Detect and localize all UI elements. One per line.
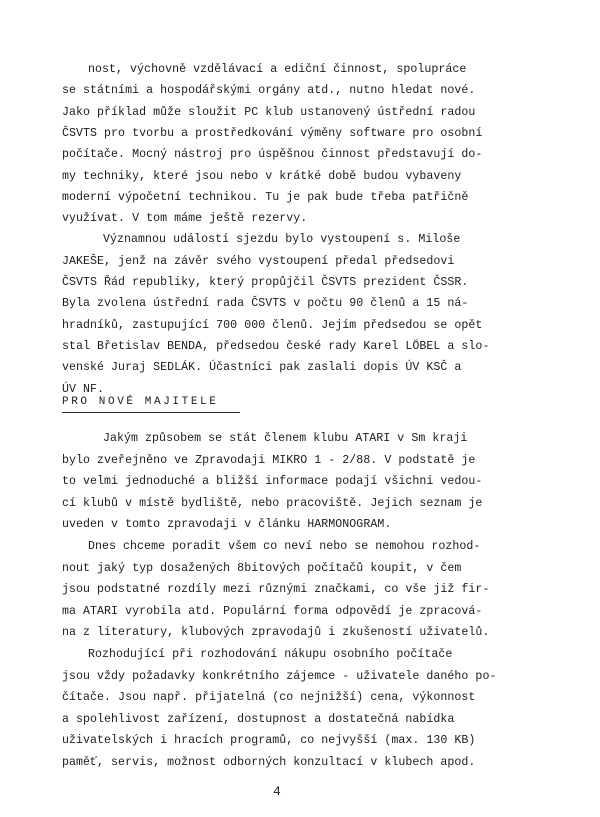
text-line: nost, výchovně vzdělávací a ediční činnost, spolupráce	[88, 63, 467, 76]
text-line: využívat. V tom máme ještě rezervy.	[62, 212, 308, 225]
text-line: stal Břetislav BENDA, předsedou české rady Karel LÖBEL a slo-	[62, 340, 490, 353]
text-line: počítače. Mocný nástroj pro úspěšnou činnost představují do-	[62, 148, 483, 161]
text-line: Významnou událostí sjezdu bylo vystoupení s. Miloše	[103, 233, 461, 246]
heading-underline	[62, 412, 240, 413]
section-heading: PRO NOVÉ MAJITELE	[62, 396, 219, 408]
text-line: Rozhodující při rozhodování nákupu osobního počítače	[88, 648, 453, 661]
text-line: čítače. Jsou např. přijatelná (co nejnižší) cena, výkonnost	[62, 691, 476, 704]
text-line: na z literatury, klubových zpravodajů i zkušeností uživatelů.	[62, 626, 490, 639]
text-line: venské Juraj SEDLÁK. Účastníci pak zaslali dopis ÚV KSČ a	[62, 361, 462, 374]
text-line: jsou vždy požadavky konkrétního zájemce - uživatele daného po-	[62, 670, 497, 683]
text-line: moderní výpočetní technikou. Tu je pak bude třeba patřičně	[62, 191, 469, 204]
text-line: uživatelských i hracích programů, co nejvyšší (max. 130 KB)	[62, 734, 476, 747]
text-line: Dnes chceme poradit všem co neví nebo se nemohou rozhod-	[88, 540, 481, 553]
text-line: JAKEŠE, jenž na závěr svého vystoupení předal předsedovi	[62, 255, 455, 268]
text-line: ČSVTS Řád republiky, který propůjčil ČSVTS prezident ČSSR.	[62, 276, 469, 289]
page-number: 4	[273, 784, 281, 799]
text-line: bylo zveřejněno ve Zpravodaji MIKRO 1 - 2/88. V podstatě je	[62, 454, 476, 467]
text-line: to velmi jednoduché a bližší informace podají všichni vedou-	[62, 475, 483, 488]
text-line: se státními a hospodářskými orgány atd., nutno hledat nové.	[62, 84, 476, 97]
text-line: ÚV NF.	[62, 383, 105, 396]
text-line: ČSVTS pro tvorbu a prostředkování výměny software pro osobní	[62, 127, 483, 140]
text-line: hradníků, zastupující 700 000 členů. Jejím předsedou se opět	[62, 319, 483, 332]
text-line: a spolehlivost zařízení, dostupnost a dostatečná nabídka	[62, 713, 455, 726]
text-line: Jakým způsobem se stát členem klubu ATARI v Sm kraji	[103, 432, 468, 445]
text-line: uveden v tomto zpravodaji v článku HARMONOGRAM.	[62, 518, 392, 531]
text-line: nout jaký typ dosažených 8bitových počítačů koupit, v čem	[62, 562, 462, 575]
text-line: ma ATARI vyrobila atd. Populární forma odpovědí je zpracová-	[62, 605, 483, 618]
text-line: cí klubů v místě bydliště, nebo pracoviště. Jejich seznam je	[62, 497, 483, 510]
text-line: Byla zvolena ústřední rada ČSVTS v počtu 90 členů a 15 ná-	[62, 297, 469, 310]
text-line: jsou podstatné rozdíly mezi různými značkami, co vše již fir-	[62, 583, 490, 596]
text-line: my techniky, které jsou nebo v krátké době budou vybaveny	[62, 170, 462, 183]
text-line: Jako příklad může sloužit PC klub ustanovený ústřední radou	[62, 106, 476, 119]
text-line: paměť, servis, možnost odborných konzultací v klubech apod.	[62, 756, 476, 769]
